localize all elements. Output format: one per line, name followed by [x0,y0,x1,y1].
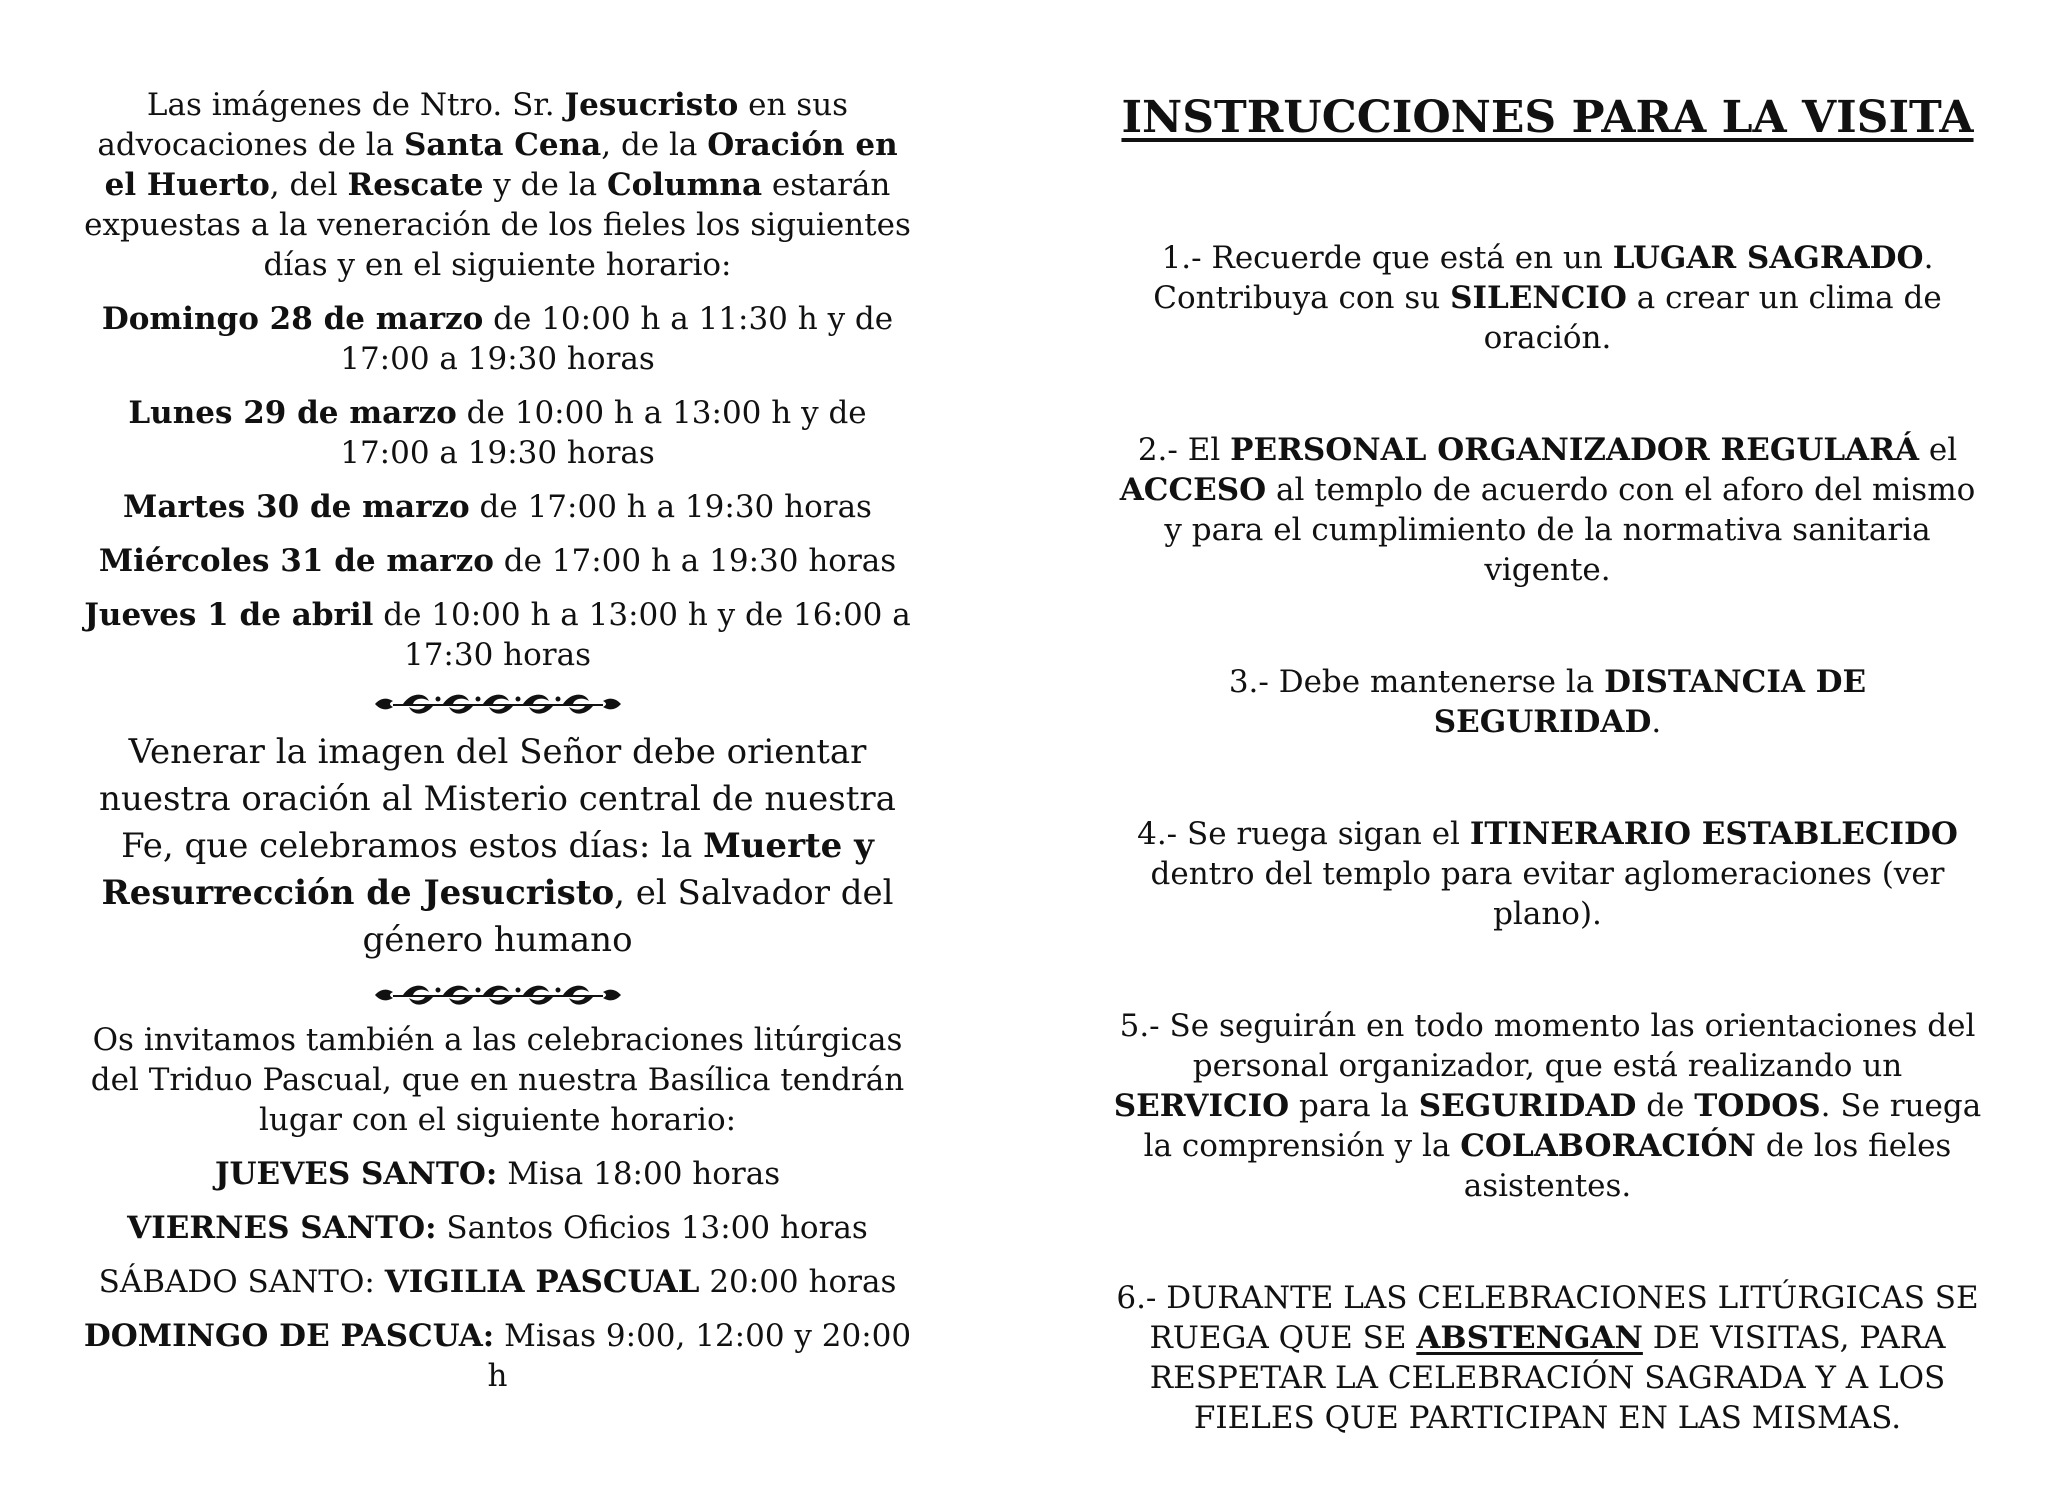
instruction-item: 5.- Se seguirán en todo momento las orientaciones del personal organizador, que está realizando un SERVICIO para la SEGURIDAD de TODOS. Se ruega la comprensión y la COLABORACIÓN de los fieles asistentes. [1113,1008,1982,1204]
page-title: INSTRUCCIONES PARA LA VISITA [1121,92,1974,143]
left-column [80,85,915,1410]
liturgy-entry: JUEVES SANTO: Misa 18:00 horas [214,1156,781,1192]
schedule-day: Domingo 28 de marzo [101,301,484,337]
schedule-entry [80,541,915,581]
schedule-entry [80,299,915,379]
schedule-hours: de 17:00 h a 19:30 horas [493,543,897,579]
schedule-hours: de 10:00 h a 13:00 h y de 16:00 a 17:30 horas [373,597,911,673]
schedule-entry [80,393,915,473]
schedule-day: Miércoles 31 de marzo [98,543,494,579]
instruction-item: 3.- Debe mantenerse la DISTANCIA DE SEGURIDAD. [1228,664,1867,740]
ornament-divider-icon [373,980,623,1010]
schedule-day: Lunes 29 de marzo [128,395,457,431]
liturgy-entry: SÁBADO SANTO: VIGILIA PASCUAL 20:00 horas [98,1264,897,1300]
intro-paragraph: Las imágenes de Ntro. Sr. Jesucristo en sus advocaciones de la Santa Cena, de la Oración en el Huerto, del Rescate y de la Columna estarán expuestas a la veneración de los fieles los siguientes días y en el siguiente horario: [84,87,911,283]
invitation-paragraph: Os invitamos también a las celebraciones litúrgicas del Triduo Pascual, que en nuestra Basílica tendrán lugar con el siguiente horario: [90,1022,905,1138]
schedule-entry [80,595,915,675]
ornament-divider-icon [373,689,623,719]
liturgy-entry: VIERNES SANTO: Santos Oficios 13:00 horas [127,1210,868,1246]
schedule-hours: de 17:00 h a 19:30 horas [469,489,872,525]
schedule-hours: de 10:00 h a 11:30 h y de 17:00 a 19:30 horas [340,301,894,377]
schedule-day: Jueves 1 de abril [84,597,374,633]
instruction-item: 2.- El PERSONAL ORGANIZADOR REGULARÁ el ACCESO al templo de acuerdo con el aforo del mismo y para el cumplimiento de la normativa sanitaria vigente. [1119,432,1976,588]
right-column [1110,90,1985,1510]
instruction-item: 4.- Se ruega sigan el ITINERARIO ESTABLECIDO dentro del templo para evitar aglomeraciones (ver plano). [1137,816,1958,932]
schedule-day: Martes 30 de marzo [123,489,470,525]
schedule-entry [80,487,915,527]
liturgy-entry: DOMINGO DE PASCUA: Misas 9:00, 12:00 y 20:00 h [83,1318,912,1394]
instruction-item: 6.- DURANTE LAS CELEBRACIONES LITÚRGICAS SE RUEGA QUE SE ABSTENGAN DE VISITAS, PARA RESPETAR LA CELEBRACIÓN SAGRADA Y A LOS FIELES QUE PARTICIPAN EN LAS MISMAS. [1116,1280,1979,1436]
reflection-paragraph: Venerar la imagen del Señor debe orientar nuestra oración al Misterio central de nuestra Fe, que celebramos estos días: la Muerte y Resurrección de Jesucristo, el Salvador del género humano [99,732,896,960]
instruction-item: 1.- Recuerde que está en un LUGAR SAGRADO. Contribuya con su SILENCIO a crear un clima de oración. [1153,240,1942,356]
schedule-hours: de 10:00 h a 13:00 h y de 17:00 a 19:30 horas [340,395,867,471]
